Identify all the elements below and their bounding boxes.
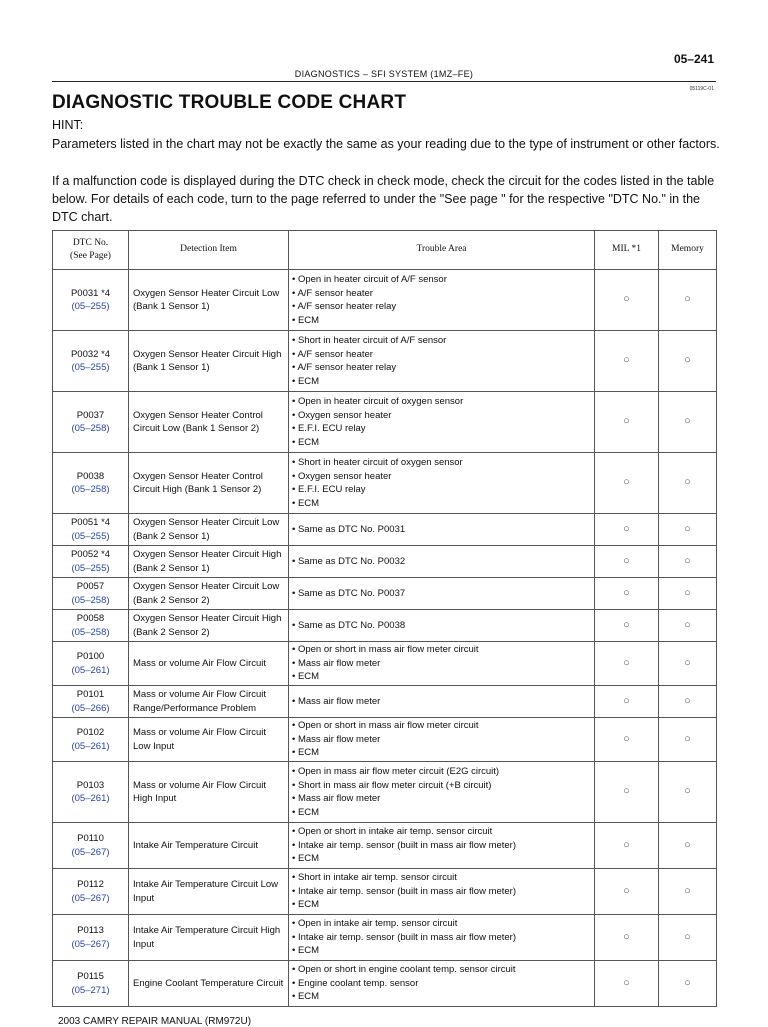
trouble-area [289, 392, 595, 453]
dtc-code: P0057 [76, 581, 105, 592]
see-page-link[interactable]: (05–258) [71, 484, 110, 495]
trouble-area-item: • ECM [292, 945, 320, 957]
mil-indicator: ○ [595, 823, 659, 869]
dtc-table [52, 230, 717, 1007]
dtc-code: P0112 [77, 879, 104, 890]
page-number: 05–241 [673, 52, 714, 66]
mil-indicator: ○ [595, 869, 659, 915]
dtc-code-cell [53, 686, 129, 718]
mil-indicator: ○ [595, 270, 659, 331]
mil-indicator: ○ [595, 718, 659, 762]
dtc-code: P0115 [77, 971, 104, 982]
trouble-area-item: • Intake air temp. sensor (built in mass air flow meter) [292, 931, 517, 943]
trouble-area-item: • Intake air temp. sensor (built in mass air flow meter) [292, 839, 517, 851]
trouble-area [289, 453, 595, 514]
see-page-link[interactable]: (05–258) [71, 626, 110, 638]
trouble-area-item: • Short in heater circuit of oxygen sensor [292, 457, 463, 468]
dtc-code-cell [53, 642, 129, 686]
memory-indicator: ○ [659, 270, 717, 331]
trouble-area-item: • Oxygen sensor heater [292, 409, 392, 421]
detection-item: Oxygen Sensor Heater Circuit Low (Bank 2 Sensor 1) [129, 514, 289, 546]
dtc-code: P0052 *4 [70, 549, 111, 560]
detection-item: Mass or volume Air Flow Circuit [129, 642, 289, 686]
dtc-code-cell [53, 961, 129, 1007]
dtc-code: P0103 [76, 779, 105, 791]
detection-item: Oxygen Sensor Heater Circuit High (Bank 2 Sensor 2) [129, 610, 289, 642]
memory-indicator: ○ [659, 762, 717, 823]
mil-indicator: ○ [595, 762, 659, 823]
see-page-link[interactable]: (05–261) [71, 740, 110, 752]
table-row [53, 331, 717, 392]
trouble-area-item: • ECM [292, 991, 320, 1003]
memory-indicator: ○ [659, 642, 717, 686]
trouble-area [289, 686, 595, 718]
header-detection-item: Detection Item [129, 231, 289, 270]
trouble-area-item: • Same as DTC No. P0031 [292, 523, 406, 535]
table-header-row [53, 231, 717, 270]
mil-indicator: ○ [595, 546, 659, 578]
memory-indicator: ○ [659, 686, 717, 718]
trouble-area-item: • Open in mass air flow meter circuit (E2G circuit) [292, 766, 500, 777]
trouble-area [289, 869, 595, 915]
dtc-code: P0038 [76, 470, 105, 482]
trouble-area-item: • Engine coolant temp. sensor [292, 977, 419, 989]
running-header: DIAGNOSTICS – SFI SYSTEM (1MZ–FE) [294, 69, 474, 79]
dtc-code-cell [53, 578, 129, 610]
trouble-area-item: • ECM [292, 899, 320, 911]
trouble-area-item: • Short in heater circuit of A/F sensor [292, 335, 447, 346]
see-page-link[interactable]: (05–266) [71, 702, 110, 714]
see-page-link[interactable]: (05–267) [71, 938, 110, 950]
trouble-area-item: • A/F sensor heater relay [292, 301, 397, 312]
dtc-code: P0100 [76, 651, 105, 662]
memory-indicator: ○ [659, 869, 717, 915]
dtc-code: P0101 [76, 689, 105, 700]
memory-indicator: ○ [659, 331, 717, 392]
memory-indicator: ○ [659, 915, 717, 961]
header-trouble-area: Trouble Area [289, 231, 595, 270]
memory-indicator: ○ [659, 961, 717, 1007]
hint-paragraph-1: Parameters listed in the chart may not be exactly the same as your reading due to the type of instrument or other factors. [52, 137, 720, 151]
trouble-area-item: • Open or short in intake air temp. sensor circuit [292, 826, 493, 838]
trouble-area [289, 331, 595, 392]
dtc-code-cell [53, 869, 129, 915]
trouble-area-item: • Same as DTC No. P0038 [292, 619, 406, 631]
dtc-code: P0058 [76, 613, 105, 624]
trouble-area-item: • Open or short in engine coolant temp. sensor circuit [292, 964, 516, 976]
header-mil: MIL *1 [595, 231, 659, 270]
trouble-area-item: • E.F.I. ECU relay [292, 484, 366, 495]
see-page-link[interactable]: (05–261) [71, 793, 110, 804]
table-row [53, 453, 717, 514]
mil-indicator: ○ [595, 610, 659, 642]
trouble-area [289, 961, 595, 1007]
memory-indicator: ○ [659, 610, 717, 642]
see-page-link[interactable]: (05–271) [71, 984, 110, 996]
header-memory: Memory [659, 231, 717, 270]
detection-item: Engine Coolant Temperature Circuit [129, 961, 289, 1007]
dtc-code-cell [53, 915, 129, 961]
header-rule [52, 81, 716, 82]
header-dtc-no: DTC No. (See Page) [53, 231, 129, 270]
page-footer: 2003 CAMRY REPAIR MANUAL (RM972U) [58, 1016, 252, 1027]
trouble-area [289, 514, 595, 546]
table-row [53, 823, 717, 869]
trouble-area-item: • Open or short in mass air flow meter circuit [292, 720, 479, 732]
trouble-area-item: • ECM [292, 497, 320, 509]
see-page-link[interactable]: (05–267) [71, 846, 110, 858]
trouble-area [289, 823, 595, 869]
see-page-link[interactable]: (05–255) [71, 562, 110, 574]
mil-indicator: ○ [595, 686, 659, 718]
dtc-code: P0051 *4 [70, 517, 111, 528]
trouble-area-item: • ECM [292, 375, 320, 387]
table-row [53, 869, 717, 915]
see-page-link[interactable]: (05–255) [71, 301, 110, 312]
dtc-code-cell [53, 546, 129, 578]
mil-indicator: ○ [595, 392, 659, 453]
trouble-area-item: • Open in intake air temp. sensor circuit [292, 918, 458, 930]
dtc-code-cell [53, 718, 129, 762]
dtc-code: P0113 [77, 925, 104, 936]
dtc-code-cell [53, 392, 129, 453]
detection-item: Mass or volume Air Flow Circuit High Input [129, 762, 289, 823]
detection-item: Oxygen Sensor Heater Control Circuit High (Bank 1 Sensor 2) [129, 453, 289, 514]
table-row [53, 514, 717, 546]
memory-indicator: ○ [659, 514, 717, 546]
trouble-area-item: • A/F sensor heater [292, 287, 373, 299]
detection-item: Intake Air Temperature Circuit Low Input [129, 869, 289, 915]
page-title: DIAGNOSTIC TROUBLE CODE CHART [52, 92, 407, 113]
mil-indicator: ○ [595, 578, 659, 610]
trouble-area-item: • ECM [292, 671, 320, 683]
trouble-area-item: • ECM [292, 436, 320, 448]
trouble-area [289, 610, 595, 642]
memory-indicator: ○ [659, 546, 717, 578]
table-row [53, 578, 717, 610]
dtc-code-cell [53, 762, 129, 823]
trouble-area [289, 762, 595, 823]
trouble-area-item: • A/F sensor heater [292, 348, 373, 360]
trouble-area-item: • E.F.I. ECU relay [292, 423, 366, 434]
trouble-area-item: • Intake air temp. sensor (built in mass air flow meter) [292, 885, 517, 897]
dtc-code-cell [53, 331, 129, 392]
trouble-area-item: • Same as DTC No. P0037 [292, 587, 406, 599]
memory-indicator: ○ [659, 823, 717, 869]
hint-paragraph-2: If a malfunction code is displayed during the DTC check in check mode, check the circuit for the codes listed in the table below. For details of each code, turn to the page referred to under the "See page " for the respective "DTC No." in the DTC chart. [52, 174, 715, 224]
memory-indicator: ○ [659, 718, 717, 762]
table-row [53, 642, 717, 686]
hint-label: HINT: [52, 118, 84, 132]
table-row [53, 961, 717, 1007]
trouble-area-item: • Open in heater circuit of A/F sensor [292, 274, 447, 285]
detection-item: Mass or volume Air Flow Circuit Range/Performance Problem [129, 686, 289, 718]
detection-item: Oxygen Sensor Heater Circuit Low (Bank 2 Sensor 2) [129, 578, 289, 610]
mil-indicator: ○ [595, 961, 659, 1007]
table-row [53, 270, 717, 331]
dtc-code: P0031 *4 [70, 287, 111, 299]
trouble-area-item: • ECM [292, 314, 320, 326]
see-page-link[interactable]: (05–255) [71, 362, 110, 373]
table-row [53, 718, 717, 762]
memory-indicator: ○ [659, 392, 717, 453]
detection-item: Intake Air Temperature Circuit High Input [129, 915, 289, 961]
trouble-area-item: • Mass air flow meter [292, 695, 381, 707]
trouble-area-item: • Short in mass air flow meter circuit (+B circuit) [292, 779, 492, 791]
see-page-link[interactable]: (05–261) [71, 664, 110, 676]
table-row [53, 546, 717, 578]
detection-item: Oxygen Sensor Heater Circuit High (Bank 1 Sensor 1) [129, 331, 289, 392]
see-page-link[interactable]: (05–258) [71, 594, 110, 606]
table-row [53, 392, 717, 453]
detection-item: Intake Air Temperature Circuit [129, 823, 289, 869]
trouble-area-item: • Open or short in mass air flow meter circuit [292, 644, 479, 656]
trouble-area-item: • Mass air flow meter [292, 733, 381, 745]
trouble-area-item: • Same as DTC No. P0032 [292, 555, 406, 567]
table-body [53, 270, 717, 1007]
dtc-code-cell [53, 514, 129, 546]
see-page-link[interactable]: (05–255) [71, 530, 110, 542]
mil-indicator: ○ [595, 514, 659, 546]
trouble-area-item: • Open in heater circuit of oxygen sensor [292, 396, 464, 407]
trouble-area-item: • Oxygen sensor heater [292, 470, 392, 482]
trouble-area-item: • ECM [292, 806, 320, 818]
dtc-code-cell [53, 270, 129, 331]
trouble-area-item: • ECM [292, 747, 320, 759]
document-id: 05119C-01 [689, 86, 714, 92]
trouble-area [289, 915, 595, 961]
dtc-code: P0110 [77, 833, 104, 844]
mil-indicator: ○ [595, 453, 659, 514]
dtc-code: P0102 [76, 727, 105, 738]
trouble-area [289, 578, 595, 610]
mil-indicator: ○ [595, 642, 659, 686]
detection-item: Oxygen Sensor Heater Circuit High (Bank 2 Sensor 1) [129, 546, 289, 578]
see-page-link[interactable]: (05–258) [71, 423, 110, 434]
detection-item: Oxygen Sensor Heater Circuit Low (Bank 1 Sensor 1) [129, 270, 289, 331]
dtc-code: P0032 *4 [70, 348, 111, 360]
memory-indicator: ○ [659, 453, 717, 514]
trouble-area-item: • Short in intake air temp. sensor circuit [292, 872, 457, 884]
dtc-code-cell [53, 453, 129, 514]
table-row [53, 686, 717, 718]
table-row [53, 915, 717, 961]
dtc-code-cell [53, 610, 129, 642]
table-row [53, 762, 717, 823]
trouble-area [289, 270, 595, 331]
trouble-area [289, 642, 595, 686]
dtc-code-cell [53, 823, 129, 869]
trouble-area-item: • Mass air flow meter [292, 793, 381, 804]
table-row [53, 610, 717, 642]
trouble-area-item: • ECM [292, 853, 320, 865]
dtc-code: P0037 [76, 409, 105, 421]
memory-indicator: ○ [659, 578, 717, 610]
detection-item: Oxygen Sensor Heater Control Circuit Low (Bank 1 Sensor 2) [129, 392, 289, 453]
mil-indicator: ○ [595, 915, 659, 961]
detection-item: Mass or volume Air Flow Circuit Low Input [129, 718, 289, 762]
see-page-link[interactable]: (05–267) [71, 892, 110, 904]
mil-indicator: ○ [595, 331, 659, 392]
trouble-area-item: • A/F sensor heater relay [292, 362, 397, 373]
trouble-area [289, 546, 595, 578]
trouble-area-item: • Mass air flow meter [292, 657, 381, 669]
trouble-area [289, 718, 595, 762]
